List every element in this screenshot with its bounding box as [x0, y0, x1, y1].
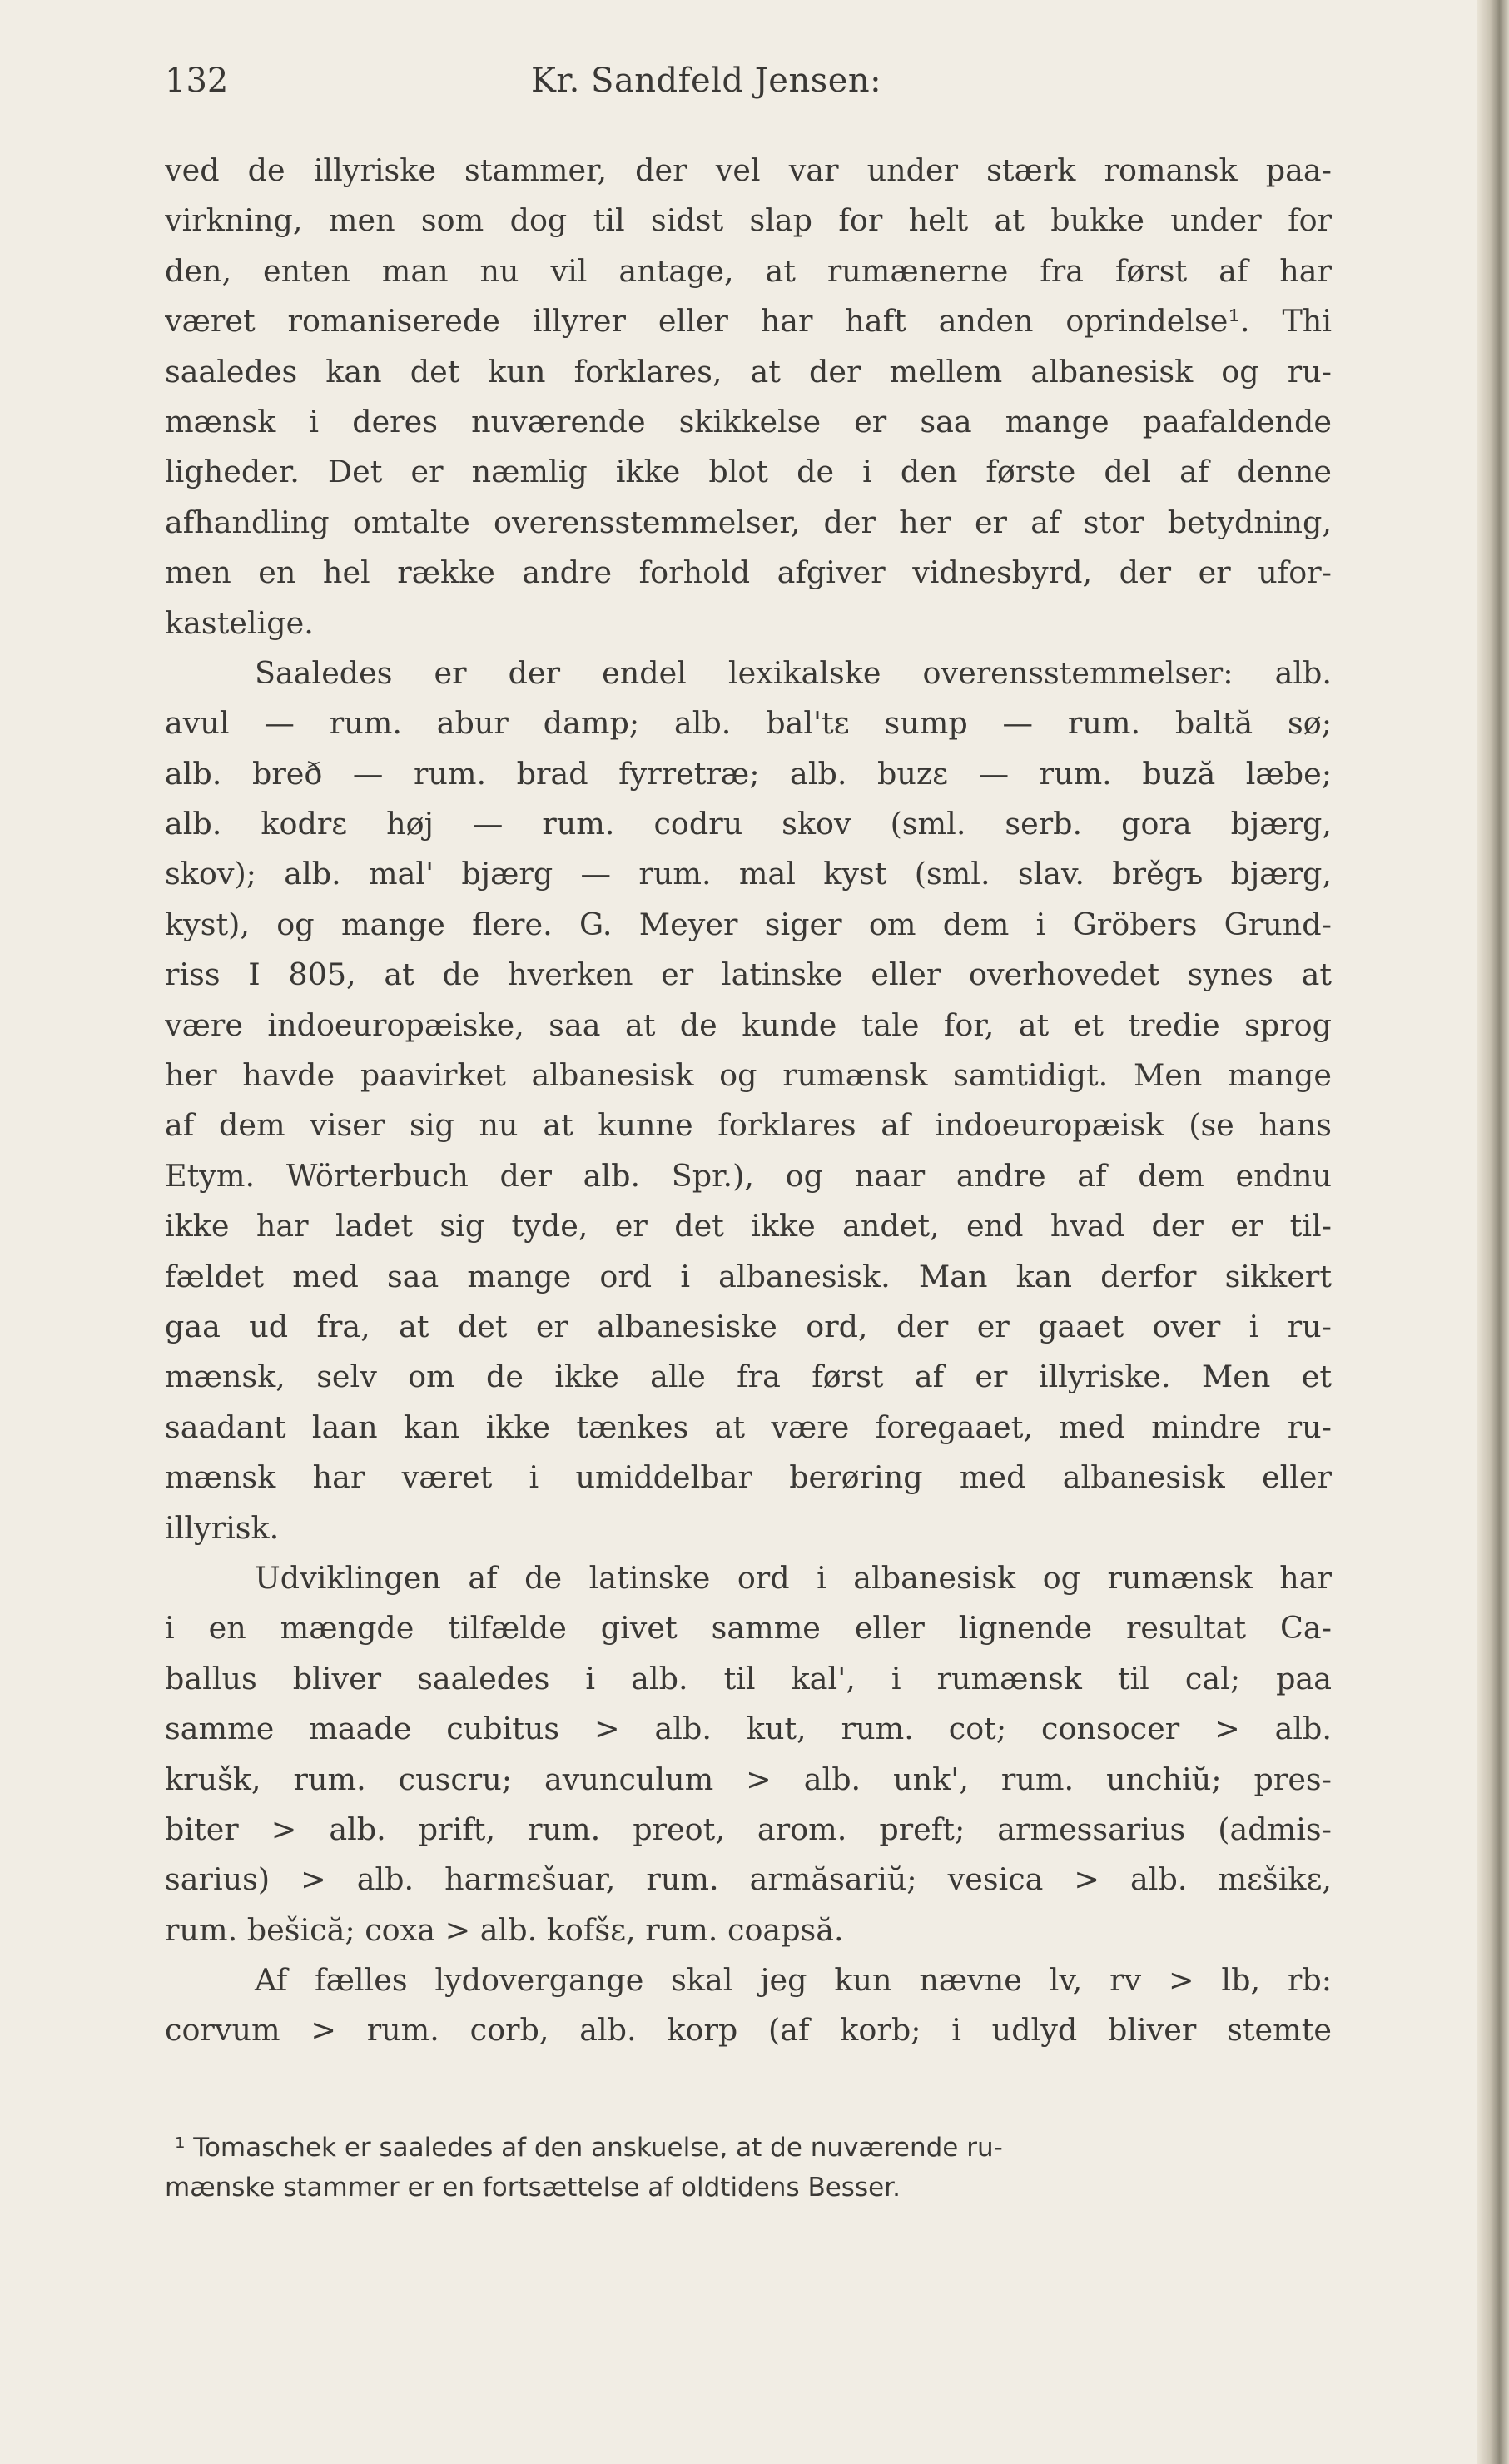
footnote-line: ¹ Tomaschek er saaledes af den anskuelse, at de nuværende ru- — [175, 2133, 1003, 2163]
text-line: alb. breð — rum. brad fyrretræ; alb. buzε — rum. buză læbe; — [165, 755, 1332, 792]
text-line: være indoeuropæiske, saa at de kunde tale for, at et tredie sprog — [165, 1006, 1332, 1043]
text-line: biter > alb. prift, rum. preot, arom. preft; armessarius (admis- — [165, 1811, 1332, 1847]
text-line: men en hel række andre forhold afgiver vidnesbyrd, der er ufor- — [165, 554, 1332, 591]
text-line: alb. kodrε høj — rum. codru skov (sml. serb. gora bjærg, — [165, 806, 1332, 842]
text-line: sarius) > alb. harmεšuar, rum. armăsariŭ; vesica > alb. mεšikε, — [165, 1861, 1332, 1898]
text-line: saadant laan kan ikke tænkes at være foregaaet, med mindre ru- — [165, 1408, 1332, 1445]
text-line: skov); alb. mal' bjærg — rum. mal kyst (sml. slav. brěgъ bjærg, — [165, 856, 1332, 892]
running-head: Kr. Sandfeld Jensen: — [531, 62, 882, 100]
text-line: Saaledes er der endel lexikalske overensstemmelser: alb. — [255, 654, 1332, 691]
text-line: samme maade cubitus > alb. kut, rum. cot; consocer > alb. — [165, 1711, 1332, 1747]
text-line: avul — rum. abur damp; alb. bal'tε sump — rum. baltă sø; — [165, 705, 1332, 742]
text-line: afhandling omtalte overensstemmelser, der her er af stor betydning, — [165, 504, 1332, 540]
text-line: krušk, rum. cuscru; avunculum > alb. unk', rum. unchiŭ; pres- — [165, 1761, 1332, 1797]
text-line: riss I 805, at de hverken er latinske eller overhovedet synes at — [165, 956, 1332, 993]
text-line: ved de illyriske stammer, der vel var under stærk romansk paa- — [165, 152, 1332, 188]
text-line: virkning, men som dog til sidst slap for helt at bukke under for — [165, 202, 1332, 239]
text-line: Etym. Wörterbuch der alb. Spr.), og naar andre af dem endnu — [165, 1157, 1332, 1194]
page-edge — [1477, 0, 1509, 2464]
text-line: ligheder. Det er næmlig ikke blot de i den første del af denne — [165, 454, 1332, 490]
text-line: corvum > rum. corb, alb. korp (af korb; i udlyd bliver stemte — [165, 2012, 1332, 2049]
text-line: illyrisk. — [165, 1509, 280, 1546]
text-line: rum. bešică; coxa > alb. kofšε, rum. coapsă. — [165, 1911, 844, 1948]
text-line: ballus bliver saaledes i alb. til kal', i rumænsk til cal; paa — [165, 1660, 1332, 1696]
text-line: Af fælles lydovergange skal jeg kun nævne lv, rv > lb, rb: — [255, 1962, 1332, 1999]
text-line: været romaniserede illyrer eller har haft anden oprindelse¹. Thi — [165, 303, 1332, 340]
text-line: den, enten man nu vil antage, at rumænerne fra først af har — [165, 252, 1332, 289]
footnote-line: mænske stammer er en fortsættelse af oldtidens Besser. — [165, 2173, 901, 2203]
text-line: i en mængde tilfælde givet samme eller lignende resultat Ca- — [165, 1610, 1332, 1647]
text-line: af dem viser sig nu at kunne forklares af indoeuropæisk (se hans — [165, 1107, 1332, 1144]
text-line: saaledes kan det kun forklares, at der mellem albanesisk og ru- — [165, 353, 1332, 390]
text-line: mænsk i deres nuværende skikkelse er saa mange paafaldende — [165, 403, 1332, 440]
text-line: fældet med saa mange ord i albanesisk. Man kan derfor sikkert — [165, 1258, 1332, 1294]
text-line: ikke har ladet sig tyde, er det ikke andet, end hvad der er til- — [165, 1208, 1332, 1244]
text-line: gaa ud fra, at det er albanesiske ord, der er gaaet over i ru- — [165, 1308, 1332, 1344]
text-line: kastelige. — [165, 604, 314, 641]
text-line: her havde paavirket albanesisk og rumænsk samtidigt. Men mange — [165, 1057, 1332, 1094]
text-line: mænsk har været i umiddelbar berøring med albanesisk eller — [165, 1459, 1332, 1496]
page-header — [165, 53, 1330, 103]
text-line: mænsk, selv om de ikke alle fra først af er illyriske. Men et — [165, 1359, 1332, 1395]
footnote — [165, 2128, 1332, 2208]
page-number: 132 — [165, 62, 229, 100]
text-line: kyst), og mange flere. G. Meyer siger om dem i Gröbers Grund- — [165, 906, 1332, 942]
text-line: Udviklingen af de latinske ord i albanesisk og rumænsk har — [255, 1559, 1332, 1596]
body-text — [165, 146, 1332, 2056]
